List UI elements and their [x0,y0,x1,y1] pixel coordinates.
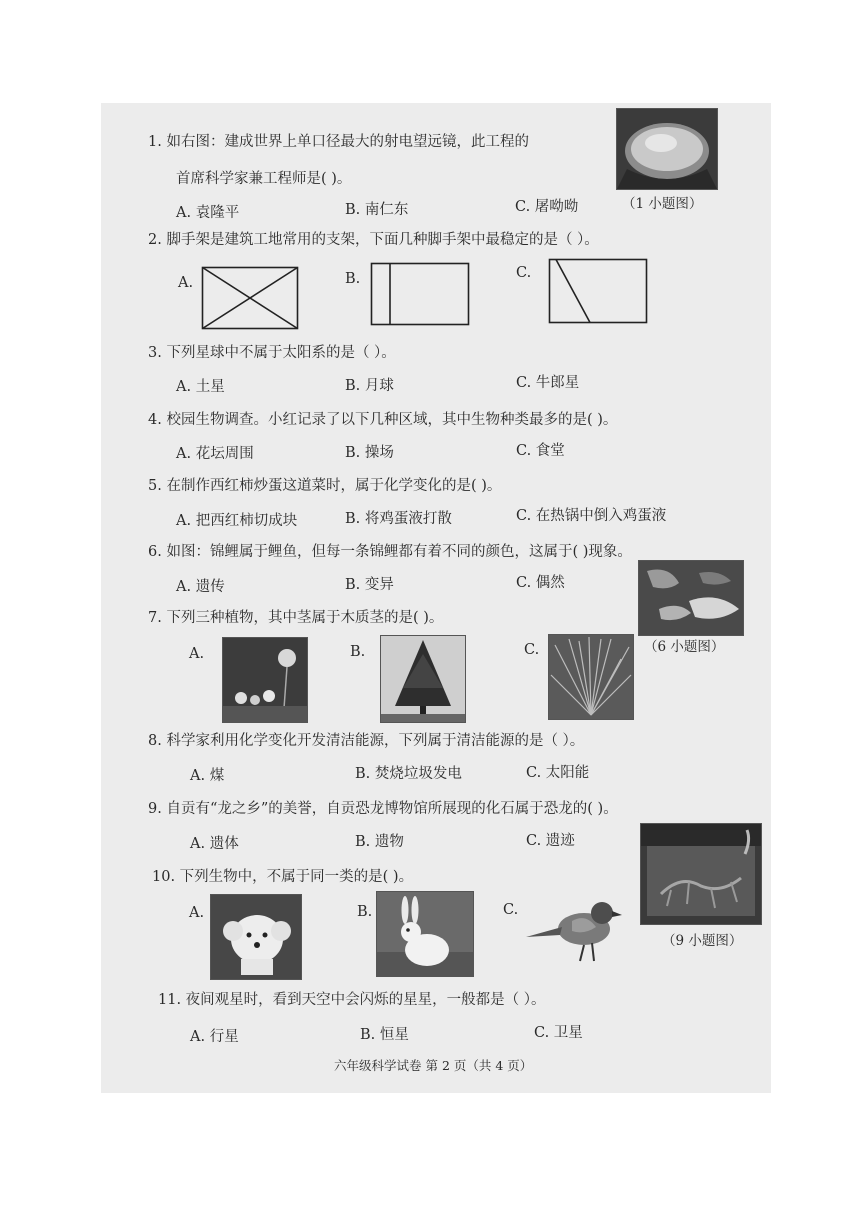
q1-option-c: C. 屠呦呦 [515,199,579,215]
q5-option-a: A. 把西红柿切成块 [176,513,298,529]
q6-option-c: C. 偶然 [516,575,565,591]
q2-stem: 2. 脚手架是建筑工地常用的支架，下面几种脚手架中最稳定的是（ ）。 [148,232,599,248]
q5-stem: 5. 在制作西红柿炒蛋这道菜时，属于化学变化的是( )。 [148,478,502,494]
q2-label-a: A. [178,275,194,291]
q3-option-b: B. 月球 [345,378,394,394]
q8-option-b: B. 焚烧垃圾发电 [355,766,462,782]
q10-stem: 10. 下列生物中，不属于同一类的是( )。 [152,869,414,885]
q11-option-c: C. 卫星 [534,1025,583,1041]
q3-option-a: A. 土星 [176,379,225,395]
q8-option-c: C. 太阳能 [526,765,590,781]
q9-caption: （9 小题图） [662,933,743,949]
q9-option-c: C. 遗迹 [526,833,575,849]
telescope-photo-icon [616,108,718,190]
q1-stem-line2: 首席科学家兼工程师是( )。 [176,171,352,187]
q6-option-b: B. 变异 [345,577,394,593]
scaffold-cross-braced-icon [201,266,299,330]
q4-option-a: A. 花坛周围 [176,446,254,462]
q8-option-a: A. 煤 [190,768,225,784]
q2-label-b: B. [345,271,361,287]
scaffold-diagonal-bar-icon [548,258,648,324]
q11-option-b: B. 恒星 [360,1027,409,1043]
q9-stem: 9. 自贡有“龙之乡”的美誉，自贡恐龙博物馆所展现的化石属于恐龙的( )。 [148,801,618,817]
q11-option-a: A. 行星 [190,1029,239,1045]
q11-stem: 11. 夜间观星时，看到天空中会闪烁的星星，一般都是（ ）。 [158,992,546,1008]
puppy-photo-icon [210,894,302,980]
q8-stem: 8. 科学家利用化学变化开发清洁能源，下列属于清洁能源的是（ ）。 [148,733,585,749]
q10-label-c: C. [503,902,519,918]
q2-label-c: C. [516,265,532,281]
pine-tree-photo-icon [380,635,466,723]
q5-option-b: B. 将鸡蛋液打散 [345,511,452,527]
q3-stem: 3. 下列星球中不属于太阳系的是（ ）。 [148,345,396,361]
dinosaur-fossil-photo-icon [640,823,762,925]
bird-photo-icon [522,887,626,975]
dandelion-photo-icon [222,637,308,723]
q7-label-c: C. [524,642,540,658]
q9-option-a: A. 遗体 [190,836,239,852]
q5-option-c: C. 在热锅中倒入鸡蛋液 [516,508,667,524]
q7-label-b: B. [350,644,366,660]
q4-stem: 4. 校园生物调查。小红记录了以下几种区域，其中生物种类最多的是( )。 [148,412,618,428]
q3-option-c: C. 牛郎星 [516,375,580,391]
q7-label-a: A. [189,646,205,662]
page-footer: 六年级科学试卷 第 2 页（共 4 页） [334,1058,533,1073]
koi-photo-icon [638,560,744,636]
q1-option-b: B. 南仁东 [345,202,409,218]
grass-plant-photo-icon [548,634,634,720]
q9-option-b: B. 遗物 [355,834,404,850]
rabbit-photo-icon [376,891,474,977]
scaffold-vertical-bar-icon [370,262,470,326]
q10-label-b: B. [357,904,373,920]
q4-option-b: B. 操场 [345,445,394,461]
q1-caption: （1 小题图） [622,196,703,212]
q7-stem: 7. 下列三种植物，其中茎属于木质茎的是( )。 [148,610,444,626]
q10-label-a: A. [189,905,205,921]
q6-option-a: A. 遗传 [176,579,225,595]
q4-option-c: C. 食堂 [516,443,565,459]
q6-caption: （6 小题图） [644,639,725,655]
q1-option-a: A. 袁隆平 [176,205,240,221]
q1-stem-line1: 1. 如右图：建成世界上单口径最大的射电望远镜，此工程的 [148,134,529,150]
q6-stem: 6. 如图：锦鲤属于鲤鱼，但每一条锦鲤都有着不同的颜色，这属于( )现象。 [148,544,632,560]
